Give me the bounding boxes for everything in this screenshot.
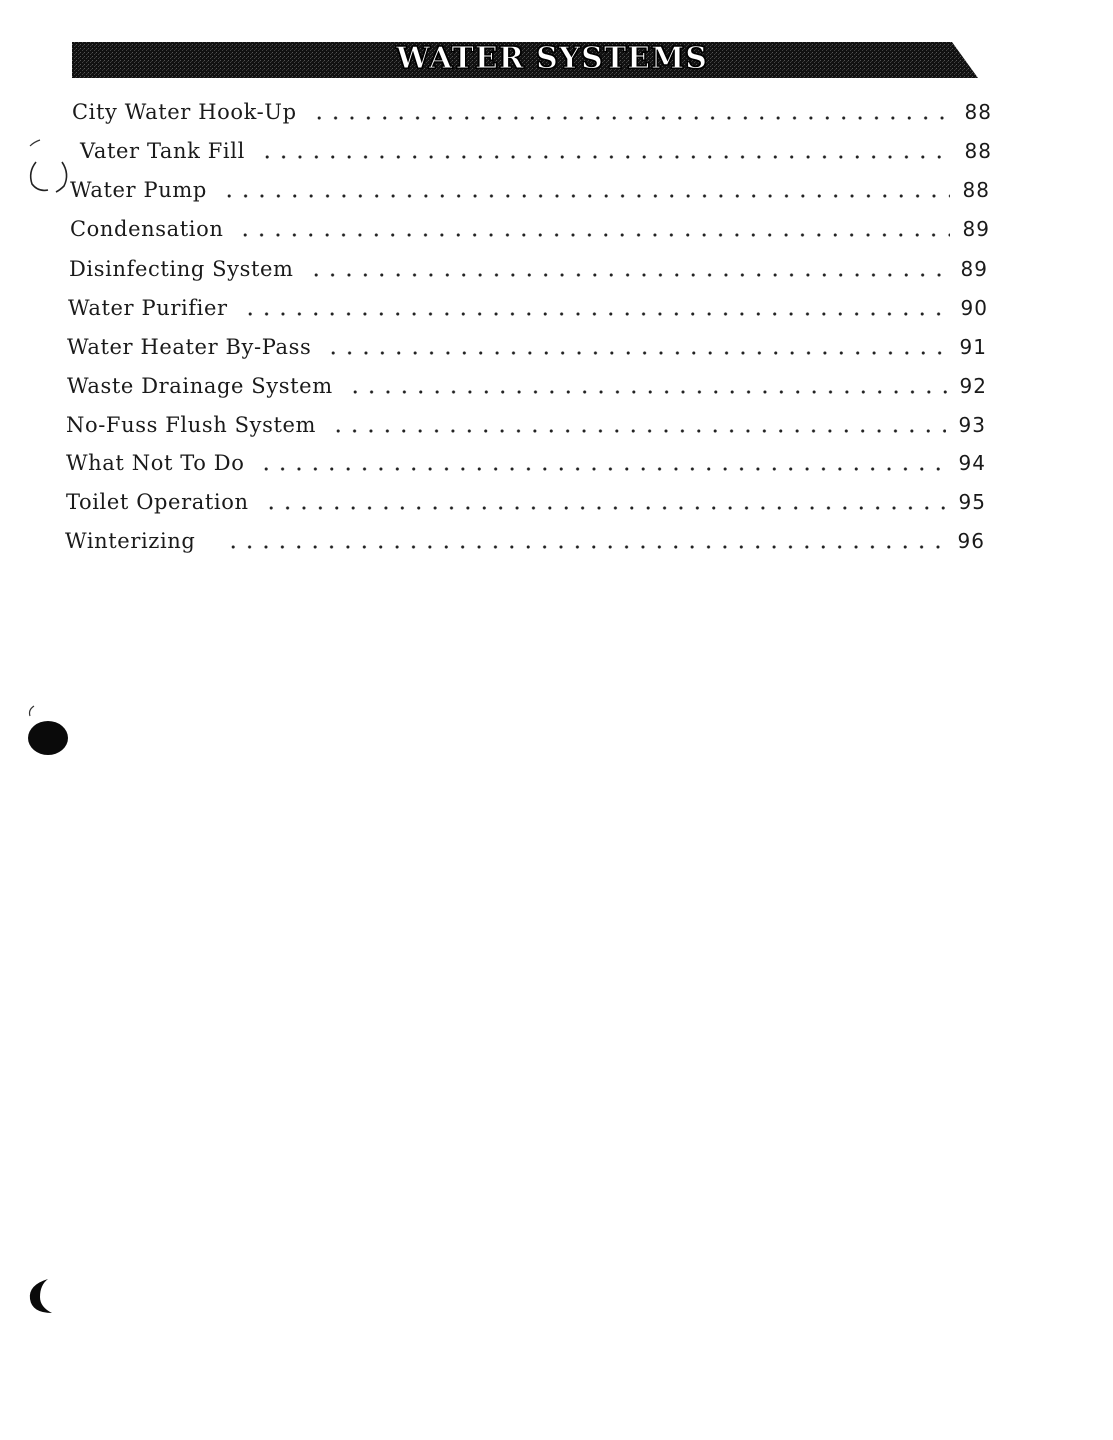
toc-entry	[67, 369, 987, 399]
toc-entry	[65, 524, 985, 554]
toc-leader-dots	[259, 154, 952, 160]
toc-entry-title: City Water Hook-Up	[72, 100, 297, 124]
binder-hole-outline-mark	[18, 130, 78, 200]
toc-entry-title: No-Fuss Flush System	[66, 413, 317, 437]
toc-leader-dots	[263, 505, 946, 511]
toc-leader-dots	[330, 428, 946, 434]
section-banner	[72, 40, 978, 80]
toc-leader-dots	[347, 389, 947, 395]
toc-entry-title: Condensation	[70, 217, 224, 241]
toc-entry-title: Vater Tank Fill	[80, 139, 245, 163]
toc-entry	[70, 173, 990, 203]
toc-entry-page: 89	[962, 217, 990, 241]
toc-entry-title: Water Purifier	[68, 296, 228, 320]
toc-entry	[69, 252, 988, 282]
binder-hole-crescent-mark	[20, 1275, 70, 1320]
toc-entry-page: 94	[958, 451, 986, 475]
toc-entry	[72, 95, 992, 125]
toc-leader-dots	[311, 115, 952, 121]
toc-leader-dots	[221, 193, 950, 199]
toc-leader-dots	[242, 311, 948, 317]
toc-entry-page: 91	[959, 335, 987, 359]
toc-entry	[66, 485, 986, 515]
toc-entry-title: Waste Drainage System	[67, 374, 333, 398]
toc-entry-page: 88	[964, 139, 992, 163]
toc-entry-title: Winterizing	[65, 529, 196, 553]
toc-leader-dots	[225, 544, 945, 550]
binder-hole-filled-mark	[20, 700, 76, 760]
section-title: WATER SYSTEMS	[396, 41, 708, 76]
toc-leader-dots	[308, 272, 948, 278]
toc-entry-page: 88	[964, 100, 992, 124]
toc-entry-page: 88	[962, 178, 990, 202]
toc-entry-title: What Not To Do	[66, 451, 245, 475]
toc-leader-dots	[325, 350, 947, 356]
toc-entry-title: Water Pump	[70, 178, 207, 202]
toc-entry-title: Disinfecting System	[69, 257, 294, 281]
toc-entry-page: 96	[957, 529, 985, 553]
toc-entry-page: 93	[958, 413, 986, 437]
toc-entry-title: Water Heater By-Pass	[67, 335, 312, 359]
toc-entry	[72, 134, 992, 164]
toc-entry-title: Toilet Operation	[66, 490, 249, 514]
toc-entry-page: 89	[960, 257, 988, 281]
toc-entry	[66, 408, 986, 438]
toc-leader-dots	[258, 466, 946, 472]
toc-entry-page: 95	[958, 490, 986, 514]
toc-entry	[66, 446, 986, 476]
toc-entry-page: 92	[959, 374, 987, 398]
toc-leader-dots	[237, 232, 950, 238]
toc-entry	[68, 291, 988, 321]
toc-entry	[70, 212, 990, 242]
toc-entry-page: 90	[960, 296, 988, 320]
toc-entry	[67, 330, 987, 360]
